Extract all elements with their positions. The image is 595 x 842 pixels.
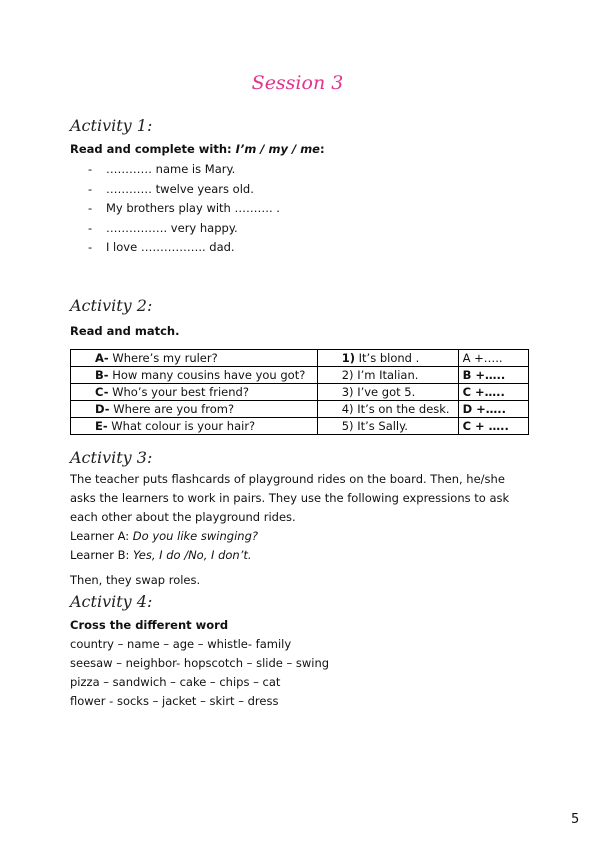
question-letter: E-	[95, 419, 108, 433]
answer-cell	[317, 401, 458, 418]
answer-text: I’m Italian.	[357, 368, 419, 382]
question-text: Where are you from?	[113, 402, 235, 416]
answer-number: 2)	[341, 368, 354, 382]
list-item: - ……………. very happy.	[70, 219, 470, 239]
answer-number: 1)	[341, 351, 355, 365]
table-row	[71, 350, 529, 367]
learner-b-text: Yes, I do /No, I don’t.	[133, 548, 252, 562]
match-table	[70, 349, 529, 435]
activity-4-instruction: Cross the different word	[70, 618, 229, 632]
list-item: - I love …………….. dad.	[70, 238, 470, 258]
activity-1-instruction-prefix: Read and complete with:	[70, 142, 236, 156]
activity-1-list	[70, 160, 470, 258]
learner-b-label: Learner B:	[70, 548, 134, 562]
table-row	[71, 367, 529, 384]
match-answer-cell: A +…..	[458, 350, 528, 367]
match-answer-cell: C + …..	[458, 418, 528, 435]
answer-cell	[317, 350, 458, 367]
activity-1-heading: Activity 1:	[70, 116, 153, 135]
question-cell	[71, 401, 318, 418]
question-letter: A-	[95, 351, 109, 365]
answer-text: It’s on the desk.	[357, 402, 450, 416]
question-cell	[71, 384, 318, 401]
session-title: Session 3	[251, 72, 344, 94]
learner-a-label: Learner A:	[70, 529, 133, 543]
answer-cell	[317, 418, 458, 435]
question-text: Where’s my ruler?	[112, 351, 218, 365]
list-item: - ………… name is Mary.	[70, 160, 470, 180]
list-item: - My brothers play with ………. .	[70, 199, 470, 219]
word-line: pizza – sandwich – cake – chips – cat	[70, 675, 281, 689]
question-text: What colour is your hair?	[111, 419, 256, 433]
activity-3-body	[70, 470, 540, 590]
question-cell	[71, 367, 318, 384]
activity-3-paragraph-line: each other about the playground rides.	[70, 510, 296, 524]
activity-3-paragraph-line: asks the learners to work in pairs. They use the following expressions to ask	[70, 491, 510, 505]
activity-1-instruction-options: I’m / my / me	[235, 142, 320, 156]
answer-cell	[317, 367, 458, 384]
answer-text: It’s blond .	[358, 351, 420, 365]
question-letter: B-	[95, 368, 109, 382]
activity-2-instruction: Read and match.	[70, 324, 180, 338]
match-answer-cell: B +…..	[458, 367, 528, 384]
question-cell	[71, 350, 318, 367]
question-cell	[71, 418, 318, 435]
learner-a-text: Do you like swinging?	[132, 529, 258, 543]
page-number: 5	[571, 812, 580, 827]
answer-number: 3)	[341, 385, 354, 399]
word-line: flower - socks – jacket – skirt – dress	[70, 694, 279, 708]
activity-3-heading: Activity 3:	[70, 448, 153, 467]
match-answer-cell: C +…..	[458, 384, 528, 401]
activity-1-instruction	[70, 142, 325, 156]
question-letter: C-	[95, 385, 109, 399]
activity-3-paragraph-line: The teacher puts flashcards of playground rides on the board. Then, he/she	[70, 472, 505, 486]
word-line: country – name – age – whistle- family	[70, 637, 292, 651]
question-letter: D-	[95, 402, 110, 416]
activity-4-body	[70, 616, 530, 711]
question-text: How many cousins have you got?	[112, 368, 306, 382]
match-answer-cell: D +…..	[458, 401, 528, 418]
answer-cell	[317, 384, 458, 401]
answer-text: I’ve got 5.	[357, 385, 416, 399]
activity-1-instruction-suffix: :	[319, 142, 325, 156]
answer-number: 4)	[341, 402, 354, 416]
table-row	[71, 418, 529, 435]
word-line: seesaw – neighbor- hopscotch – slide – swing	[70, 656, 330, 670]
table-row	[71, 384, 529, 401]
answer-text: It’s Sally.	[357, 419, 408, 433]
table-row	[71, 401, 529, 418]
list-item: - ………… twelve years old.	[70, 180, 470, 200]
activity-4-heading: Activity 4:	[70, 592, 153, 611]
activity-2-heading: Activity 2:	[70, 296, 153, 315]
learner-b-line	[70, 546, 540, 565]
learner-a-line	[70, 527, 540, 546]
question-text: Who’s your best friend?	[112, 385, 249, 399]
activity-3-closing: Then, they swap roles.	[70, 573, 201, 587]
match-table-body	[71, 350, 529, 435]
answer-number: 5)	[341, 419, 354, 433]
